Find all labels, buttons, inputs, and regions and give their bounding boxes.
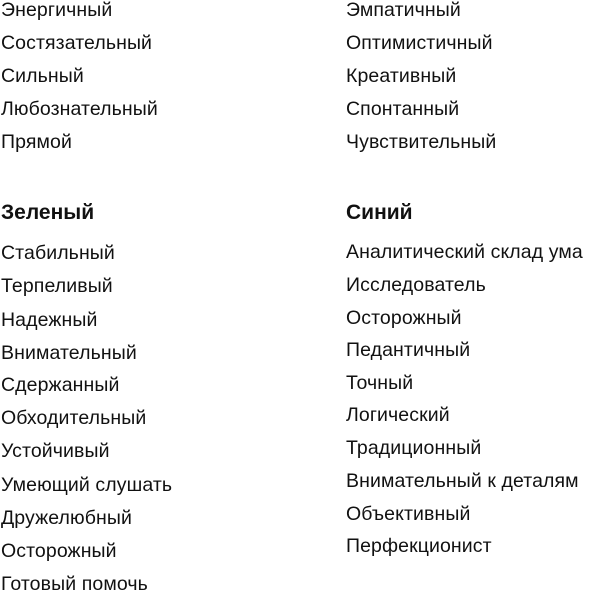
- list-item: Стабильный: [1, 242, 115, 264]
- list-item: Любознательный: [1, 98, 158, 120]
- list-item: Исследователь: [346, 274, 486, 296]
- list-item: Дружелюбный: [1, 507, 132, 529]
- list-item: Чувствительный: [346, 131, 497, 153]
- section-heading-blue: Синий: [346, 201, 413, 224]
- list-item: Готовый помочь: [1, 573, 148, 595]
- list-item: Сильный: [1, 65, 84, 87]
- list-item: Обходительный: [1, 407, 147, 429]
- list-item: Внимательный к деталям: [346, 470, 579, 492]
- list-item: Прямой: [1, 131, 72, 153]
- list-item: Внимательный: [1, 342, 137, 364]
- list-item: Осторожный: [1, 540, 117, 562]
- list-item: Традиционный: [346, 437, 482, 459]
- list-item: Терпеливый: [1, 275, 113, 297]
- list-item: Эмпатичный: [346, 0, 461, 21]
- list-item: Осторожный: [346, 307, 462, 329]
- list-item: Умеющий слушать: [1, 474, 173, 496]
- list-item: Устойчивый: [1, 440, 110, 462]
- list-item: Оптимистичный: [346, 32, 493, 54]
- list-item: Креативный: [346, 65, 457, 87]
- list-item: Логический: [346, 404, 450, 426]
- list-item: Аналитический склад ума: [346, 241, 583, 263]
- list-item: Спонтанный: [346, 98, 460, 120]
- list-item: Объективный: [346, 503, 471, 525]
- section-heading-green: Зеленый: [1, 201, 95, 224]
- list-item: Перфекционист: [346, 535, 492, 557]
- list-item: Педантичный: [346, 339, 471, 361]
- list-item: Состязательный: [1, 32, 153, 54]
- list-item: Надежный: [1, 309, 98, 331]
- list-item: Точный: [346, 372, 414, 394]
- list-item: Энергичный: [1, 0, 113, 21]
- list-item: Сдержанный: [1, 374, 120, 396]
